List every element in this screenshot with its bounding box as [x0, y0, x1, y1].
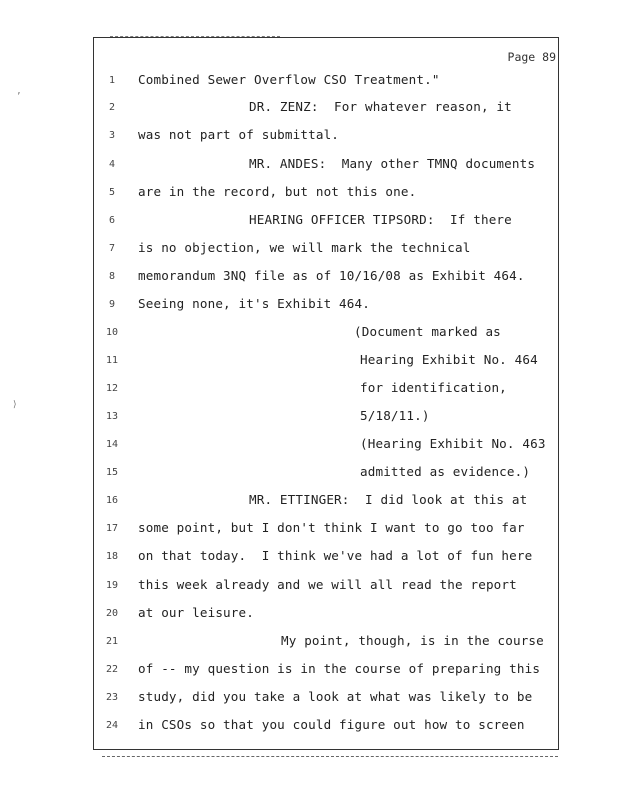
- line-number: 23: [105, 692, 119, 703]
- line-number: 12: [105, 383, 119, 394]
- line-number: 5: [108, 187, 116, 198]
- line-text: in CSOs so that you could figure out how to screen: [138, 717, 525, 732]
- line-number: 11: [105, 355, 119, 366]
- line-number: 21: [105, 636, 119, 647]
- transcript-line: [0, 127, 618, 147]
- line-text: is no objection, we will mark the technical: [138, 240, 471, 255]
- transcript-line: [0, 296, 618, 316]
- line-text: (Document marked as: [354, 324, 501, 339]
- line-number: 20: [105, 608, 119, 619]
- transcript-line: [0, 380, 618, 400]
- transcript-line: [0, 240, 618, 260]
- line-text: admitted as evidence.): [360, 464, 531, 479]
- line-number: 4: [108, 159, 116, 170]
- line-number: 19: [105, 580, 119, 591]
- transcript-line: [0, 520, 618, 540]
- line-number: 2: [108, 102, 116, 113]
- line-text: of -- my question is in the course of preparing this: [138, 661, 541, 676]
- line-number: 7: [108, 243, 116, 254]
- line-text: 5/18/11.): [360, 408, 430, 423]
- transcript-line: [0, 577, 618, 597]
- line-number: 18: [105, 551, 119, 562]
- line-number: 10: [105, 327, 119, 338]
- line-text: on that today. I think we've had a lot of fun here: [138, 548, 533, 563]
- line-number: 1: [108, 75, 116, 86]
- line-text: study, did you take a look at what was likely to be: [138, 689, 533, 704]
- line-number: 15: [105, 467, 119, 478]
- line-number: 6: [108, 215, 116, 226]
- line-text: Hearing Exhibit No. 464: [360, 352, 538, 367]
- transcript-line: [0, 492, 618, 512]
- line-text: My point, though, is in the course: [281, 633, 544, 648]
- line-text: at our leisure.: [138, 605, 254, 620]
- transcript-line: [0, 436, 618, 456]
- line-text: some point, but I don't think I want to go too far: [138, 520, 525, 535]
- transcript-line: [0, 99, 618, 119]
- line-text: HEARING OFFICER TIPSORD: If there: [249, 212, 512, 227]
- transcript-line: [0, 661, 618, 681]
- line-text: Combined Sewer Overflow CSO Treatment.": [138, 72, 440, 87]
- transcript-line: [0, 689, 618, 709]
- transcript-line: [0, 548, 618, 568]
- line-text: MR. ETTINGER: I did look at this at: [249, 492, 528, 507]
- transcript-line: [0, 464, 618, 484]
- transcript-line: [0, 184, 618, 204]
- transcript-line: [0, 156, 618, 176]
- line-text: was not part of submittal.: [138, 127, 340, 142]
- line-text: for identification,: [360, 380, 507, 395]
- transcript-line: [0, 352, 618, 372]
- scan-mark: ’: [16, 92, 22, 102]
- line-number: 13: [105, 411, 119, 422]
- line-number: 24: [105, 720, 119, 731]
- line-number: 8: [108, 271, 116, 282]
- footer-rule: [102, 756, 558, 757]
- line-text: Seeing none, it's Exhibit 464.: [138, 296, 370, 311]
- line-text: memorandum 3NQ file as of 10/16/08 as Exhibit 464.: [138, 268, 525, 283]
- line-text: DR. ZENZ: For whatever reason, it: [249, 99, 512, 114]
- line-text: are in the record, but not this one.: [138, 184, 417, 199]
- transcript-line: [0, 605, 618, 625]
- transcript-line: [0, 717, 618, 737]
- scan-mark: ⟩: [12, 400, 18, 410]
- line-text: (Hearing Exhibit No. 463: [360, 436, 546, 451]
- line-number: 17: [105, 523, 119, 534]
- line-number: 9: [108, 299, 116, 310]
- line-number: 16: [105, 495, 119, 506]
- transcript-line: [0, 633, 618, 653]
- line-number: 22: [105, 664, 119, 675]
- transcript-line: [0, 268, 618, 288]
- transcript-line: [0, 212, 618, 232]
- line-text: this week already and we will all read the report: [138, 577, 517, 592]
- page-number: Page 89: [507, 50, 556, 64]
- line-text: MR. ANDES: Many other TMNQ documents: [249, 156, 536, 171]
- line-number: 14: [105, 439, 119, 450]
- transcript-line: [0, 324, 618, 344]
- line-number: 3: [108, 130, 116, 141]
- transcript-line: [0, 408, 618, 428]
- transcript-line: [0, 72, 618, 92]
